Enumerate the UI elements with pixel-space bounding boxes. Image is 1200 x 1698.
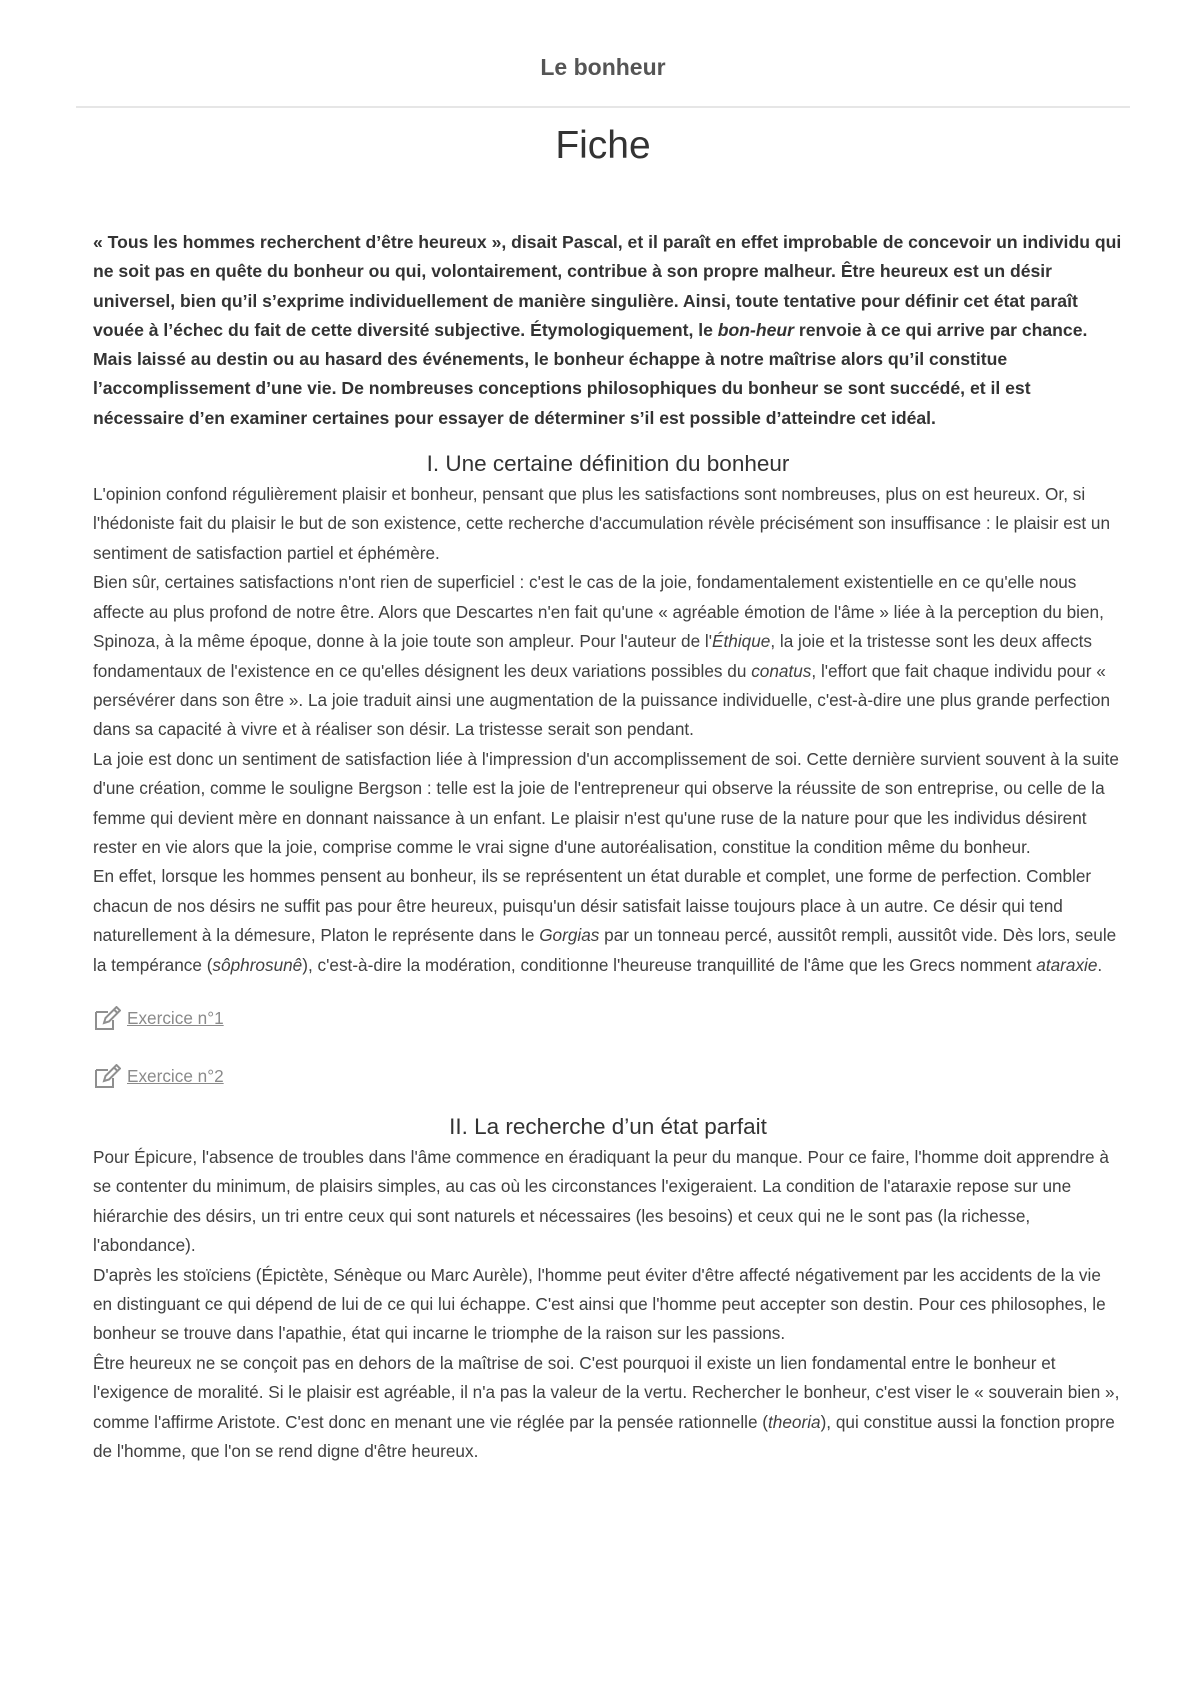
paragraph-text-part: par un tonneau percé, aussitôt rempli, aussitôt vide. Dès lors, seule la tempérance ( [93,925,1117,975]
section-1-paragraph-2 [93,568,1123,744]
intro-text-part: renvoie à ce qui arrive par chance. Mais laissé au destin ou au hasard des événements, le bonheur échappe à notre maîtrise alors qu’il constitue l’accomplissement d’une vie. De nombreuses conceptions philosophiques du bonheur se sont succédé, et il est nécessaire d’en examiner certaines pour essayer de déterminer s’il est possible d’atteindre cet idéal. [93,319,1088,428]
emphasis-ethique: Éthique [712,631,771,652]
emphasis-gorgias: Gorgias [539,925,600,946]
exercise-link-1[interactable] [93,1004,1123,1034]
emphasis-conatus: conatus [751,660,812,681]
emphasis-sophrosune: sôphrosunê [212,954,303,975]
edit-icon [93,1064,121,1090]
paragraph-text-part: . [1097,954,1103,975]
paragraph-text-part: , l'effort que fait chaque individu pour « persévérer dans son être ». La joie traduit ainsi une augmentation de la puissance individuelle, c'est-à-dire une plus grande perfection dans sa capacité à vivre et à réaliser son désir. La tristesse serait son pendant. [93,660,1111,740]
page-title: Fiche [555,124,651,167]
intro-emphasis: bon-heur [717,319,795,340]
exercise-1-label[interactable]: Exercice n°1 [127,1008,224,1029]
paragraph-text-part: Bien sûr, certaines satisfactions n'ont rien de superficiel : c'est le cas de la joie, fondamentalement existentielle en ce qu'elle nous affecte au plus profond de notre être. Alors que Descartes n'en fait qu'une « agréable émotion de l'âme » liée à la perception du bien, Spinoza, à la même époque, donne à la joie toute son ampleur. Pour l'auteur de l' [93,572,1104,652]
intro-paragraph [93,228,1123,433]
section-1-paragraph-1: L'opinion confond régulièrement plaisir et bonheur, pensant que plus les satisfactions sont nombreuses, plus on est heureux. Or, si l'hédoniste fait du plaisir le but de son existence, cette recherche d'accumulation révèle précisément son insuffisance : le plaisir est un sentiment de satisfaction partiel et éphémère. [93,484,1111,563]
exercise-2-label[interactable]: Exercice n°2 [127,1066,224,1087]
section-2-paragraph-2: D'après les stoïciens (Épictète, Sénèque ou Marc Aurèle), l'homme peut éviter d'être affecté négativement par les accidents de la vie en distinguant ce qui dépend de lui de ce qui lui échappe. C'est ainsi que l'homme peut accepter son destin. Pour ces philosophes, le bonheur se trouve dans l'apathie, état qui incarne le triomphe de la raison sur les passions. [93,1264,1106,1344]
emphasis-ataraxie: ataraxie [1036,954,1098,975]
section-2-title: II. La recherche d’un état parfait [449,1113,767,1139]
paragraph-text-part: Être heureux ne se conçoit pas en dehors de la maîtrise de soi. C'est pourquoi il existe un lien fondamental entre le bonheur et l'exigence de moralité. Si le plaisir est agréable, il n'a pas la valeur de la vertu. Rechercher le bonheur, c'est viser le « souverain bien », comme l'affirme Aristote. C'est donc en menant une vie réglée par la pensée rationnelle ( [93,1352,1120,1432]
paragraph-text-part: En effet, lorsque les hommes pensent au bonheur, ils se représentent un état durable et complet, une forme de perfection. Combler chacun de nos désirs ne suffit pas pour être heureux, puisqu'un désir satisfait laisse toujours place à un autre. Ce désir qui tend naturellement à la démesure, Platon le représente dans le [93,866,1092,946]
section-2-paragraph-3 [93,1349,1123,1467]
paragraph-text-part: ), qui constitue aussi la fonction propre de l'homme, que l'on se rend digne d'être heureux. [93,1411,1115,1462]
edit-icon [93,1006,121,1032]
section-2-paragraph-1: Pour Épicure, l'absence de troubles dans l'âme commence en éradiquant la peur du manque. Pour ce faire, l'homme doit apprendre à se contenter du minimum, de plaisirs simples, au cas où les circonstances l'exigeraient. La condition de l'ataraxie repose sur une hiérarchie des désirs, un tri entre ceux qui sont naturels et nécessaires (les besoins) et ceux qui ne le sont pas (la richesse, l'abondance). [93,1146,1109,1256]
intro-text-part: « Tous les hommes recherchent d’être heureux », disait Pascal, et il paraît en effet improbable de concevoir un individu qui ne soit pas en quête du bonheur ou qui, volontairement, contribue à son propre malheur. Être heureux est un désir universel, bien qu’il s’exprime individuellement de manière singulière. Ainsi, toute tentative pour définir cet état paraît vouée à l’échec du fait de cette diversité subjective. Étymologiquement, le [93,232,1122,340]
header-divider [76,106,1130,108]
section-1-paragraph-4 [93,862,1123,980]
paragraph-text-part: , la joie et la tristesse sont les deux affects fondamentaux de l'existence en ce qu'elles désignent les deux variations possibles du [93,631,1092,681]
document-content [93,228,1123,1466]
paragraph-text-part: ), c'est-à-dire la modération, conditionne l'heureuse tranquillité de l'âme que les Grecs nomment [302,954,1037,975]
document-header-title: Le bonheur [540,54,666,80]
emphasis-theoria: theoria [768,1411,821,1432]
section-1-paragraph-3: La joie est donc un sentiment de satisfaction liée à l'impression d'un accomplissement de soi. Cette dernière survient souvent à la suite d'une création, comme le souligne Bergson : telle est la joie de l'entrepreneur qui observe la réussite de son entreprise, ou celle de la femme qui devient mère en donnant naissance à un enfant. Le plaisir n'est qu'une ruse de la nature pour que les individus désirent rester en vie alors que la joie, comprise comme le vrai signe d'une autoréalisation, constitue la condition même du bonheur. [93,748,1119,857]
exercise-link-2[interactable] [93,1062,1123,1092]
section-1-title: I. Une certaine définition du bonheur [426,451,790,477]
